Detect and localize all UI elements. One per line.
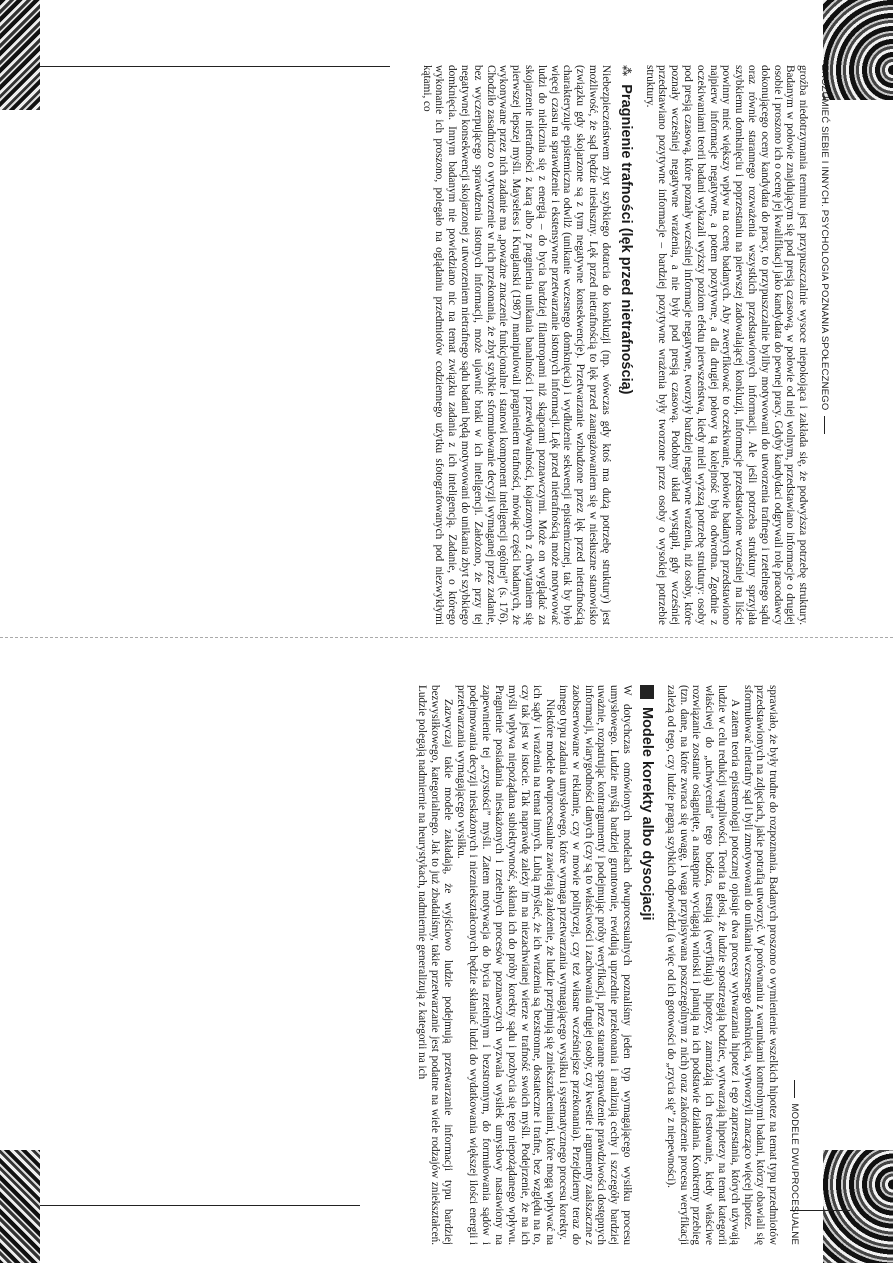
section-square-icon [640, 685, 654, 699]
scanner-corner-bottom-left [0, 1150, 40, 1263]
section-marker-icon: ⁂ [619, 65, 632, 77]
section-heading-text: Modele korekty albo dysocjacji [639, 707, 656, 921]
body-paragraph: groźba niedotrzymania terminu jest przypuszczalnie wysoce niepokojąca i zakłada się, że podwyższa potrzebę struktury. Badanym w połowie znajdującym się pod presją czasową, w połowie od niej wolnym, przedstawiano informacje o drugiej osobie i proszono ich o ocenę jej kwalifikacji jako kandydata do pewnej pracy. Gdyby kandydaci odgrywali rolę pracodawcy dokonującego oceny kandydata do pracy, to przypuszczalnie byliby motywowani do utworzenia trafnego i rzetelnego sądu oraz równie starannego rozważenia wszystkich przedstawionych informacji. Ale jeśli potrzeba struktury sprzyjała szybkiemu domknięciu i poprzestaniu na pierwszej zadowalającej konkluzji, informacje przedstawione wcześniej na liście powinny mieć większy wpływ na ocenę badanych. Aby zweryfikować to oczekiwanie, połowie badanych przedstawiono najpierw informacje negatywne, a potem pozytywne, a dla drugiej połowy tą kolejność była odwrotna. Zgodnie z oczekiwaniami teorii badani wykazali wyższy poziom efektu pierwszeństwa, kiedy mieli wyższą potrzebę struktury: osoby pod presją czasową, które poznały wcześniej informacje negatywne, tworzyły bardziej negatywne wrażenia, niż osoby, które poznały wcześniej negatywne wrażenia, a nie były pod presją czasową. Podobny układ wystąpił, gdy wcześniej przedstawiano pozytywne informacje – bardziej pozytywne wrażenia były tworzone przez osoby o wysokiej potrzebie struktury. [643, 65, 810, 625]
section-heading [638, 685, 656, 1245]
running-header-text: MODELE DWUPROCESUALNE [789, 1103, 800, 1245]
left-page [130, 65, 830, 625]
running-header [787, 685, 800, 1245]
body-paragraph: Niebezpieczeństwem zbyt szybkiego dotarcia do konkluzji (np. wówczas gdy ktoś ma dużą potrzebę struktury) jest możliwość, że sąd będzie niesłuszny. Lęk przed nietrafnością to lęk przed zaangażowaniem się w niesłuszne stanowisko (związku gdy skojarzone są z tym negatywne konsekwencje). Przetwarzanie wzbudzone przez lęk przed nietrafnością charakteryzuje epistemiczna odwilż (unikanie wczesnego domknięcia) i wydłużenie sekwencji epistemicznej, tak by było więcej czasu na sprawdzenie i ekstensywne przetwarzanie istotnych informacji. Lęk przed nietrafnością może motywować ludzi do nielicznia się z energią – do bycia bardziej filantropami niż skąpcami poznawczymi. Może on wyglądać za skojarzenie nietrafności z karą albo z pragnienia unikania banalności i przewidywalności, kojarzonych z chwytaniem się pierwszej lepszej myśli. Mayseless i Kruglanski (1987) manipulowali pragnieniem trafności, mówiąc części badanych, że wykonywane przez nich zadanie ma „poważne znaczenie funkcjonalne i stanowi komponent inteligencji ogólnej” (s. 176). Chodziło zasadniczo o wytworzenie w nich przekonania, że zbyt szybkie sformułowanie decyzji wymaganej przez zadanie, bez wyczerpującego sprawdzenia istotnych informacji, może ujawnić braki w ich inteligencji. Założono, że przy tej negatywnej konsekwencji skojarzonej z utworzeniem nietrafnego sądu badani będą motywowani do unikania zbyt szybkiego domknięcia. Innym badanym nie powiedziano nic na temat związku zadania z ich inteligencją. Zadanie, o którego wykonanie ich proszono, polegało na oglądaniu przedmiotów codziennego użytku sfotografowanych pod niezwykłymi kątami, co [420, 65, 612, 625]
header-rule [824, 416, 825, 434]
body-paragraph: Zazwyczaj takie modele zakładają, że wyjściowo ludzie podejmują przetwarzanie informacji typu bardziej bezwysiłkowego, kategorialnego. Jak to już zbadaliśmy, takie przetwarzanie jest podatne na wiele rodzajów zniekształceń. Ludzie polegają nadmiernie na heurystykach, nadmiernie generalizują z kategorii na ich [416, 685, 454, 1245]
spine-fold-line [0, 637, 893, 638]
header-rule [794, 1080, 795, 1098]
body-paragraph: W dotychczas omówionych modelach dwuprocesualnych poznaliśmy jeden typ wymagającego wysiłku procesu umysłowego. Ludzie myślą bardziej gruntownie, rewidują uprzednie przekonania i analizują cechy i szczegóły bardziej uważnie, rozpatrując kontrargumenty i podejmując próby weryfikacji, przez staranne sprawdzenie prawdziwości dostępnych informacji, wiarygodności danych (czy są to właściwości i zachowania drugiej osoby, czy kwestie i argumenty zaalszaczne z zaobserwowane w reklamie, czy w mowie polityczej, czy też własne wcześniejsze przekonania). Przejdziemy teraz do innego typu zadania umysłowego, które wymaga przetwarzania wymagającego wysiłku i systematycznego procesu korekty. [557, 685, 634, 1245]
running-header [817, 65, 830, 625]
body-paragraph: Niektóre modele dwuprocesualne zawierają założenie, że ludzie przejmują się zniekształceniami, które mogą wpływać na ich sądy i wrażenia na temat innych. Lubią myśleć, że ich wrażenia są bezstronne, dostateczne i trafne, bez względu na to, czy tak jest w istocie. Tak naprawdę zależy im na niezachwianej wierze w trafność swoich myśli. Podejrzenie, że na ich myśli wpływa niepożądana subiektywność, skłania ich do próby korekty sądu i pozbycia się tego niepożądanego wpływu. Pragnienie posiadania nieskażonych i rzetelnych procesów poznawczych wyzwala wysiłek umysłowy nastawiony na zapewnienie tej „czystości” myśli. Zatem motywacja do bycia rzetelnym i bezstronnym, do formułowania sądów i podejmowania decyzji nieskażonych i niezniekształconych będzie skłaniać ludzi do wydatkowania większej ilości energii i przetwarzania wymagającego wysiłku. [454, 685, 557, 1245]
body-paragraph: A zatem teoria epistemologii potocznej opisuje dwa procesy wytwarzania hipotez i ego zaprzestania, których używają ludzie w celu redukcji wątpliwości. Teoria ta głosi, że ludzie spostrzegają bodziec, wytwarzają hipotezy na temat kategorii właściwej do „uchwycenia” tego bodźca, testują (weryfikują) hipotezy, zamrażają ich testowanie, kiedy właściwe rozwiązanie zostanie osiągnięte, a następnie wyciągają wnioski i planują na ich podstawie działania. Konkretny przebieg (tzn. dane, na które zwraca się uwagę, i waga przypisywana poszczególnym z nich) oraz zakończenie procesu weryfikacji zależą od tego, czy ludzie pragną szybkich odpowiedzi (a więc od ich gotowości do „rzycia się” z niepewności). [664, 685, 741, 1245]
scanner-corner-top-right [823, 0, 893, 100]
section-heading [617, 65, 635, 625]
scanner-corner-bottom-right [823, 1150, 893, 1263]
body-paragraph: sprawiało, że były trudne do rozpoznania. Badanych proszono o wymienienie wszelkich hipotez na temat typu przedmiotów przedstawionych na zdjęciach, jakie potrafią utworzyć. W porównaniu z warunkami kontrolnymi badani, którzy obawiali się sformułować nietrafny sąd i byli zmotywowani do unikania wczesnego domknięcia, wytworzyli znacząco więcej hipotez. [741, 685, 780, 1245]
right-page [80, 685, 800, 1245]
section-heading-text: Pragnienie trafności (lęk przed nietrafnością) [617, 84, 634, 395]
running-header-text: ZROZUMIEĆ SIEBIE I INNYCH. PSYCHOLOGIA POZNANIA SPOŁECZNEGO [819, 65, 830, 411]
scanner-corner-top-left [0, 0, 40, 110]
